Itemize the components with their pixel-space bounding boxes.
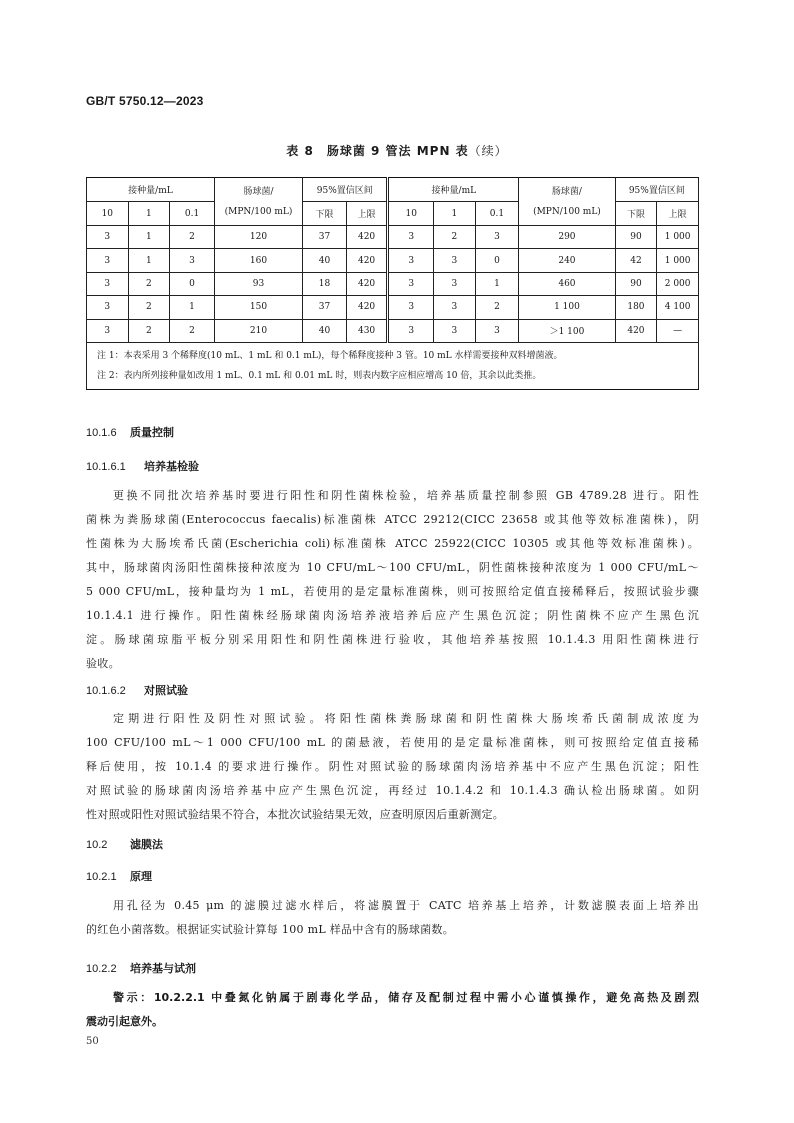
table-cell: 37 [303, 226, 347, 249]
table-cell: 90 [615, 272, 657, 295]
table-cell: 420 [615, 319, 657, 342]
table-cell: 430 [346, 319, 388, 342]
table-cell: — [657, 319, 699, 342]
table-cell: 3 [388, 226, 434, 249]
table-row [87, 296, 699, 319]
table-cell: 2 [170, 226, 215, 249]
paragraph-media-check [86, 484, 699, 676]
table-cell: 240 [519, 249, 615, 272]
upper-header-right: 上限 [657, 202, 699, 226]
section-number: 10.1.6.1 [86, 461, 126, 473]
table-cell: 1 [128, 249, 170, 272]
table-cell: 3 [475, 226, 519, 249]
table-cell: 3 [388, 272, 434, 295]
standard-code: GB/T 5750.12—2023 [86, 94, 204, 108]
table-cell: 1 100 [519, 296, 615, 319]
paragraph-line: 淀。肠球菌琼脂平板分别采用阳性和阴性菌株进行验收，其他培养基按照 10.1.4.3 用阳性菌株进行 [86, 633, 699, 646]
table-row [87, 272, 699, 295]
enterococcus-header-right [519, 178, 615, 226]
table-cell: 3 [388, 249, 434, 272]
table-cell: 40 [303, 249, 347, 272]
paragraph-line: 验收。 [86, 657, 120, 670]
table-cell: 2 [128, 272, 170, 295]
page-number: 50 [86, 1036, 99, 1047]
section-number: 10.2.2 [86, 963, 117, 975]
paragraph-line: 释后使用，按 10.1.4 的要求进行操作。阴性对照试验的肠球菌肉汤培养基中不应产生黑色沉淀；阳性 [86, 760, 699, 773]
vol-01-header-right: 0.1 [475, 202, 519, 226]
vol-10-header: 10 [87, 202, 129, 226]
table-cell: 160 [214, 249, 302, 272]
enterococcus-label: 肠球菌/ [243, 186, 274, 197]
table-cell: 4 100 [657, 296, 699, 319]
table-cell: 90 [615, 226, 657, 249]
paragraph-line: 用孔径为 0.45 μm 的滤膜过滤水样后，将滤膜置于 CATC 培养基上培养，计数滤膜表面上培养出 [113, 899, 699, 912]
table-cell: 3 [434, 319, 476, 342]
enterococcus-header [214, 178, 302, 226]
table-cell: 18 [303, 272, 347, 295]
table-cell: 150 [214, 296, 302, 319]
table-cell: 2 [128, 296, 170, 319]
lower-header-right: 下限 [615, 202, 657, 226]
table-cell: 2 [475, 296, 519, 319]
section-number: 10.2.1 [86, 871, 117, 883]
section-title: 培养基检验 [144, 460, 199, 473]
section-title: 滤膜法 [130, 838, 163, 851]
paragraph-principle [86, 894, 699, 942]
mpn-unit-label: (MPN/100 mL) [224, 206, 293, 217]
table-cell: 3 [87, 296, 129, 319]
table-cell: 460 [519, 272, 615, 295]
section-title: 对照试验 [144, 684, 188, 697]
paragraph-line: 5 000 CFU/mL，接种量均为 1 mL，若使用的是定量标准菌株，则可按照给定值直接稀释后，按照试验步骤 [86, 585, 699, 598]
inoculum-header: 接种量/mL [87, 178, 215, 202]
section-title: 质量控制 [130, 426, 174, 439]
table-cell: 210 [214, 319, 302, 342]
table-note-2: 注 2：表内所列接种量如改用 1 mL、0.1 mL 和 0.01 mL 时，则表内数字应相应增高 10 倍，其余以此类推。 [97, 370, 542, 381]
table-cell: 0 [170, 272, 215, 295]
enterococcus-label-right: 肠球菌/ [551, 186, 582, 197]
paragraph-line: 10.1.4.1 进行操作。阳性菌株经肠球菌肉汤培养液培养后应产生黑色沉淀；阴性菌株不应产生黑色沉 [86, 609, 699, 622]
section-heading-10-1-6-1 [86, 458, 199, 474]
table-row [87, 249, 699, 272]
section-heading-10-2-2 [86, 960, 196, 976]
paragraph-line: 对照试验的肠球菌肉汤培养基中应产生黑色沉淀，再经过 10.1.4.2 和 10.1.4.3 确认检出肠球菌。如阴 [86, 784, 699, 797]
warning-line: 震动引起意外。 [86, 1015, 163, 1028]
section-heading-10-1-6 [86, 424, 174, 440]
ci-header-right: 95%置信区间 [615, 178, 698, 202]
table-cell: 1 [128, 226, 170, 249]
table-notes [87, 342, 699, 389]
paragraph-line: 的红色小菌落数。根据证实试验计算每 100 mL 样品中含有的肠球菌数。 [86, 923, 455, 936]
table-cell: 2 000 [657, 272, 699, 295]
vol-10-header-right: 10 [388, 202, 434, 226]
table-cell: 3 [434, 296, 476, 319]
paragraph-line: 100 CFU/100 mL～1 000 CFU/100 mL 的菌悬液，若使用的是定量标准菌株，则可按照给定值直接稀 [86, 736, 699, 749]
paragraph-control-test [86, 707, 699, 827]
table-cell: 180 [615, 296, 657, 319]
paragraph-line: 定期进行阳性及阴性对照试验。将阳性菌株粪肠球菌和阴性菌株大肠埃希氏菌制成浓度为 [113, 712, 699, 725]
table-cell: 93 [214, 272, 302, 295]
table-cell: 420 [346, 296, 388, 319]
paragraph-line: 其中，肠球菌肉汤阳性菌株接种浓度为 10 CFU/mL～100 CFU/mL，阴性菌株接种浓度为 1 000 CFU/mL～ [86, 561, 699, 574]
table-cell: 3 [434, 249, 476, 272]
table-cell: 2 [434, 226, 476, 249]
vol-1-header: 1 [128, 202, 170, 226]
paragraph-line: 更换不同批次培养基时要进行阳性和阴性菌株检验，培养基质量控制参照 GB 4789.28 进行。阳性 [113, 489, 699, 502]
table-title-continued: （续） [468, 144, 508, 158]
table-cell: 290 [519, 226, 615, 249]
table-cell: 420 [346, 272, 388, 295]
table-cell: 3 [434, 272, 476, 295]
section-number: 10.2 [86, 839, 108, 851]
table-notes-row [87, 342, 699, 389]
table-body [87, 226, 699, 343]
table-cell: 0 [475, 249, 519, 272]
table-header-row-1 [87, 178, 699, 202]
section-heading-10-1-6-2 [86, 682, 188, 698]
section-heading-10-2 [86, 836, 163, 852]
table-cell: 3 [87, 249, 129, 272]
table-cell: 3 [87, 272, 129, 295]
section-number: 10.1.6 [86, 427, 117, 439]
table-cell: 3 [475, 319, 519, 342]
table-title-text: 表 8 肠球菌 9 管法 MPN 表 [286, 144, 469, 158]
mpn-unit-label-right: (MPN/100 mL) [533, 206, 601, 217]
section-heading-10-2-1 [86, 868, 152, 884]
upper-header: 上限 [346, 202, 388, 226]
section-title: 原理 [130, 870, 152, 883]
table-note-1: 注 1：本表采用 3 个稀释度(10 mL、1 mL 和 0.1 mL)，每个稀释度接种 3 管。10 mL 水样需要接种双料增菌液。 [97, 350, 563, 361]
table-cell: 1 [475, 272, 519, 295]
warning-line: 警示：10.2.2.1 中叠氮化钠属于剧毒化学品，储存及配制过程中需小心谨慎操作，避免高热及剧烈 [113, 991, 699, 1004]
vol-1-header-right: 1 [434, 202, 476, 226]
table-cell: 3 [87, 226, 129, 249]
table-cell: 3 [388, 296, 434, 319]
table-cell: 120 [214, 226, 302, 249]
mpn-table [86, 177, 699, 390]
safety-warning [86, 986, 699, 1034]
inoculum-header-right: 接种量/mL [388, 178, 519, 202]
ci-header: 95%置信区间 [303, 178, 388, 202]
table-row [87, 226, 699, 249]
table-cell: 3 [388, 319, 434, 342]
table-cell: 37 [303, 296, 347, 319]
paragraph-line: 性菌株为大肠埃希氏菌(Escherichia coli)标准菌株 ATCC 25922(CICC 10305 或其他等效标准菌株)。 [86, 537, 699, 550]
table-cell: 2 [170, 319, 215, 342]
table-cell: 1 000 [657, 226, 699, 249]
table-row [87, 319, 699, 342]
section-title: 培养基与试剂 [130, 962, 196, 975]
table-cell: 420 [346, 249, 388, 272]
table-cell: 42 [615, 249, 657, 272]
table-cell: 2 [128, 319, 170, 342]
section-number: 10.1.6.2 [86, 685, 126, 697]
vol-01-header: 0.1 [170, 202, 215, 226]
table-cell: 1 000 [657, 249, 699, 272]
table-title [0, 142, 794, 159]
lower-header: 下限 [303, 202, 347, 226]
table-cell: 3 [170, 249, 215, 272]
paragraph-line: 菌株为粪肠球菌(Enterococcus faecalis)标准菌株 ATCC 29212(CICC 23658 或其他等效标准菌株)，阴 [86, 513, 699, 526]
table-cell: 3 [87, 319, 129, 342]
table-cell: ＞1 100 [519, 319, 615, 342]
table-cell: 1 [170, 296, 215, 319]
table-cell: 420 [346, 226, 388, 249]
table-cell: 40 [303, 319, 347, 342]
paragraph-line: 性对照或阳性对照试验结果不符合，本批次试验结果无效，应查明原因后重新测定。 [86, 808, 505, 821]
